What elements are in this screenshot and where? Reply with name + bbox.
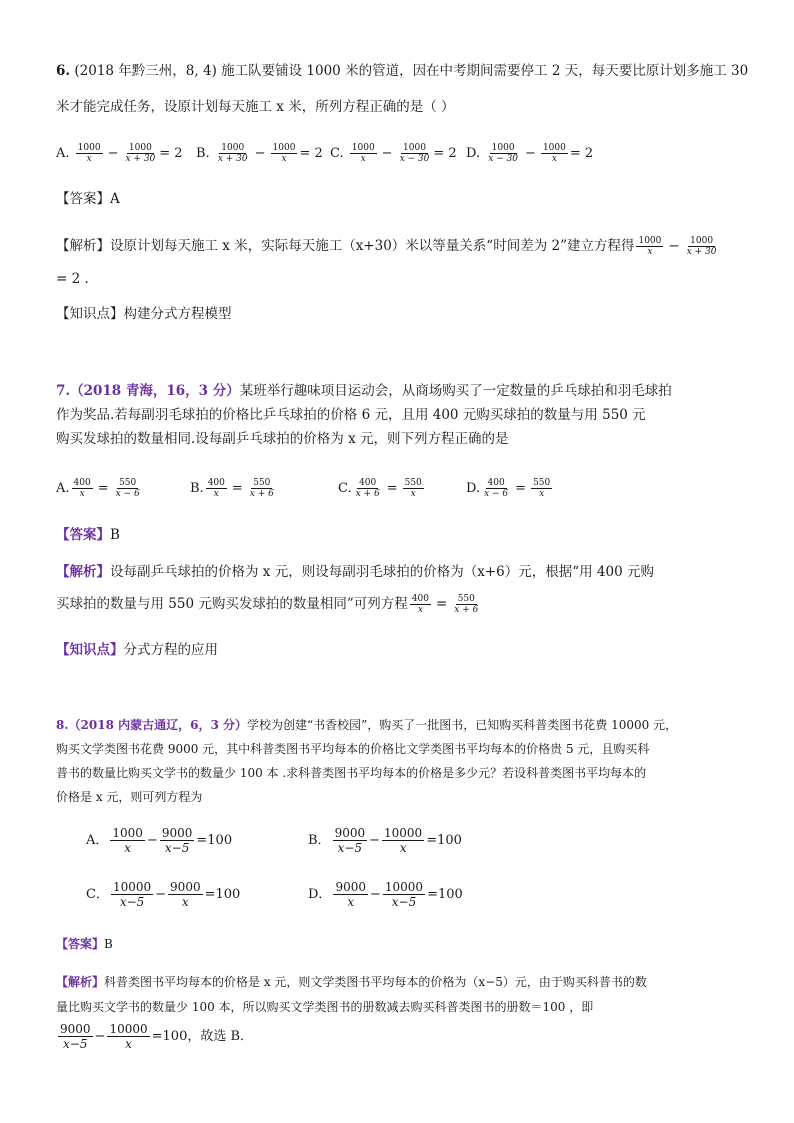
fraction: $\frac{550}{x}$	[533, 478, 551, 499]
answer-tag: 【答案】	[56, 527, 110, 543]
fraction: $\frac{400}{x - 6}$	[484, 478, 509, 499]
q8-stem-line4: 价格是 x 元，则可列方程为	[56, 790, 203, 804]
answer-tag: 【答案】	[56, 191, 110, 207]
q8-analysis-line1: 【解析】科普类图书平均每本的价格是 x 元，则文学类图书平均每本的价格为（x−5）元，由于购买科普书的数	[56, 975, 647, 989]
fraction: $\frac{400}{x}$	[73, 478, 91, 499]
q8-option-d: D． $\frac{9000}{x}$ − $\frac{10000}{x-5}$ =100	[308, 880, 463, 909]
q7-option-d: D. $\frac{400}{x - 6}$ = $\frac{550}{x}$	[466, 478, 551, 499]
q7-answer	[56, 526, 120, 544]
q6-knowledge: 【知识点】构建分式方程模型	[56, 306, 232, 322]
fraction: $\frac{1000}{x}$	[77, 143, 101, 164]
q8-line1: 8.（2018 内蒙古通辽，6，3 分）学校为创建“书香校园”，购买了一批图书，已知购买科普类图书花费 10000 元，	[56, 718, 678, 732]
q6-line1	[56, 62, 748, 80]
q7-analysis-line2: 买球拍的数量与用 550 元购买发球拍的数量相同”可列方程 $\frac{400}{x}$ = $\frac{550}{x + 6}$	[56, 594, 479, 615]
fraction: $\frac{9000}{x}$	[335, 880, 366, 909]
fraction: $\frac{400}{x + 6}$	[355, 478, 380, 499]
q7-option-c: C. $\frac{400}{x + 6}$ = $\frac{550}{x}$	[338, 478, 422, 499]
q7-analysis-line1: 【解析】设每副乒乓球拍的价格为 x 元，则设每副羽毛球拍的价格为（x+6）元，根据“用 400 元购	[56, 564, 654, 580]
fraction: $\frac{9000}{x-5}$	[161, 826, 193, 855]
q6-option-b: B. $\frac{1000}{x + 30}$ − $\frac{1000}{x}$ = 2	[196, 143, 323, 164]
fraction: $\frac{9000}{x-5}$	[334, 826, 366, 855]
knowledge-tag: 【知识点】	[56, 642, 124, 658]
fraction: $\frac{1000}{x - 30}$	[488, 143, 519, 164]
fraction: $\frac{10000}{x}$	[109, 1022, 148, 1051]
q7-stem-line3: 购买发球拍的数量相同.设每副乒乓球拍的价格为 x 元，则下列方程正确的是	[56, 431, 509, 447]
fraction: $\frac{1000}{x}$	[638, 236, 662, 257]
q7-option-a: A. $\frac{400}{x}$ = $\frac{550}{x - 6}$	[56, 478, 140, 499]
fraction: $\frac{1000}{x + 30}$	[686, 236, 717, 257]
fraction: $\frac{550}{x}$	[404, 478, 422, 499]
q6-option-d: D. $\frac{1000}{x - 30}$ − $\frac{1000}{x}$ = 2	[466, 143, 594, 164]
q8-option-b: B． $\frac{9000}{x-5}$ − $\frac{10000}{x}$ =100	[308, 826, 462, 855]
analysis-tag: 【解析】	[56, 564, 110, 580]
fraction: $\frac{9000}{x}$	[170, 880, 201, 909]
q6-option-c: C. $\frac{1000}{x}$ − $\frac{1000}{x - 30}$ = 2	[330, 143, 457, 164]
fraction: $\frac{1000}{x}$	[112, 826, 143, 855]
fraction: $\frac{1000}{x}$	[351, 143, 375, 164]
q7-line1: 7.（2018 青海，16，3 分）某班举行趣味项目运动会，从商场购买了一定数量的乒乓球拍和羽毛球拍	[56, 383, 672, 399]
answer-value: B	[110, 527, 120, 543]
fraction: $\frac{1000}{x - 30}$	[399, 143, 430, 164]
fraction: $\frac{1000}{x}$	[272, 143, 296, 164]
q6-analysis-end: = 2 .	[56, 271, 89, 287]
q6-number: 6.	[56, 63, 71, 79]
fraction: $\frac{1000}{x + 30}$	[217, 143, 248, 164]
fraction: $\frac{550}{x + 6}$	[454, 594, 479, 615]
q8-number: 8.	[56, 718, 69, 732]
answer-tag: 【答案】	[56, 937, 105, 951]
q7-stem-line2: 作为奖品.若每副羽毛球拍的价格比乒乓球拍的价格 6 元，且用 400 元购买球拍的数量与用 550 元	[56, 407, 646, 423]
q7-source: （2018 青海，16，3 分）	[70, 383, 240, 399]
q6-answer	[56, 190, 120, 208]
q8-answer	[56, 935, 113, 953]
fraction: $\frac{1000}{x}$	[542, 143, 566, 164]
fraction: $\frac{550}{x - 6}$	[115, 478, 140, 499]
q8-analysis-line2: 量比购买文学书的数量少 100 本，所以购买文学类图书的册数减去购买科普类图书的册数＝100 ，即	[56, 1000, 594, 1014]
q6-stem-line2: 米才能完成任务，设原计划每天施工 x 米，所列方程正确的是（ ）	[56, 99, 455, 115]
q8-source: （2018 内蒙古通辽，6，3 分）	[68, 718, 247, 732]
fraction: $\frac{550}{x + 6}$	[249, 478, 274, 499]
q8-option-c: C． $\frac{10000}{x-5}$ − $\frac{9000}{x}$ =100	[86, 880, 241, 909]
q6-analysis: 【解析】设原计划每天施工 x 米，实际每天施工（x+30）米以等量关系“时间差为 2”建立方程得 $\frac{1000}{x}$ − $\frac{1000}{x + 30}$	[56, 236, 717, 257]
q8-option-a: A． $\frac{1000}{x}$ − $\frac{9000}{x-5}$ =100	[86, 826, 233, 855]
q6-option-a: A. $\frac{1000}{x}$ − $\frac{1000}{x + 30}$ = 2	[56, 143, 183, 164]
q7-knowledge: 【知识点】分式方程的应用	[56, 642, 218, 658]
q7-option-b: B. $\frac{400}{x}$ = $\frac{550}{x + 6}$	[190, 478, 274, 499]
fraction: $\frac{10000}{x}$	[384, 826, 423, 855]
q6-stem-line1: (2018 年黔三州，8, 4) 施工队要铺设 1000 米的管道，因在中考期间需要停工 2 天，每天要比原计划多施工 30	[74, 63, 749, 79]
q8-stem-line2: 购买文学类图书花费 9000 元，其中科普类图书平均每本的价格比文学类图书平均每本的价格贵 5 元，且购买科	[56, 742, 650, 756]
analysis-tag: 【解析】	[56, 975, 105, 989]
q7-number: 7.	[56, 383, 71, 399]
answer-value: A	[110, 191, 120, 207]
analysis-tag: 【解析】	[56, 238, 110, 254]
fraction: $\frac{1000}{x + 30}$	[125, 143, 156, 164]
fraction: $\frac{400}{x}$	[411, 594, 429, 615]
answer-value: B	[104, 937, 113, 951]
fraction: $\frac{9000}{x-5}$	[60, 1022, 91, 1051]
fraction: $\frac{10000}{x-5}$	[112, 880, 152, 909]
knowledge-tag: 【知识点】	[56, 306, 124, 322]
fraction: $\frac{10000}{x-5}$	[384, 880, 424, 909]
q8-analysis-line3: $\frac{9000}{x-5}$ − $\frac{10000}{x}$ =100，故选 B．	[60, 1022, 254, 1051]
q8-stem-line3: 普书的数量比购买文学书的数量少 100 本 .求科普类图书平均每本的价格是多少元？若设科普类图书平均每本的	[56, 766, 647, 780]
fraction: $\frac{400}{x}$	[207, 478, 225, 499]
